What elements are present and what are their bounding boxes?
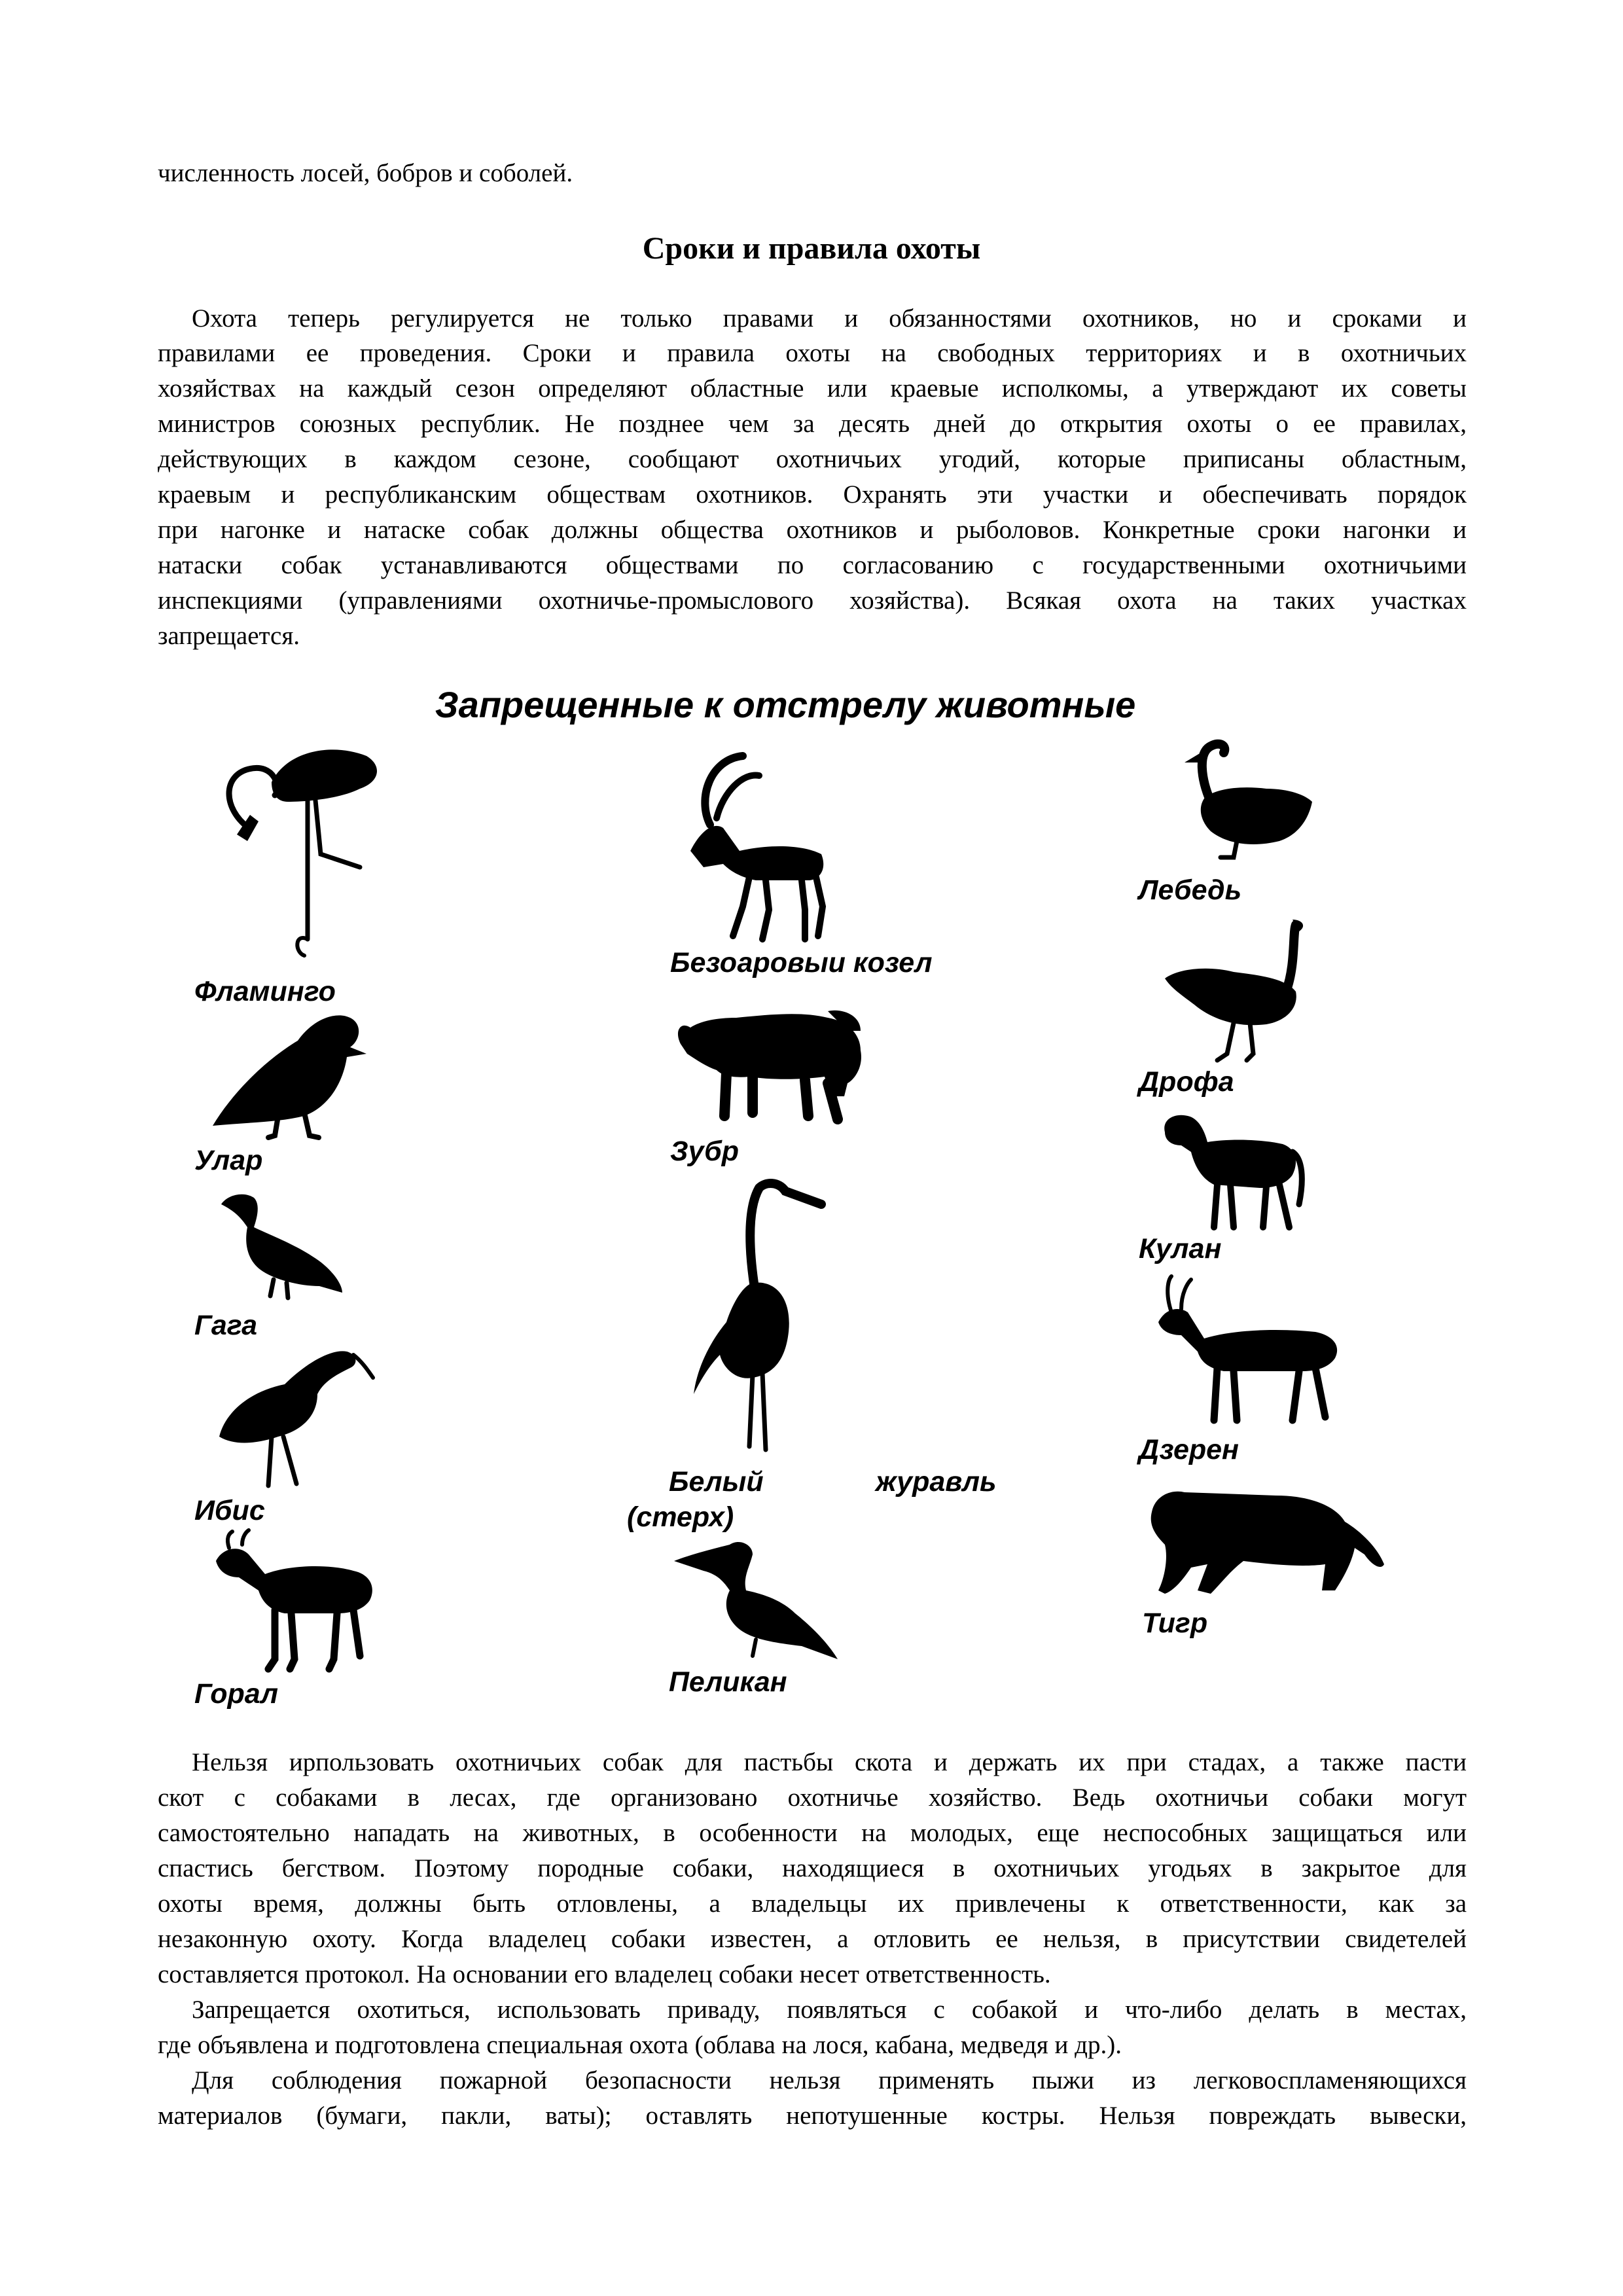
ibis-silhouette: [206, 1338, 376, 1489]
text-line: материалов (бумаги, пакли, ваты); оставлять непотушенные костры. Нельзя повреждать вывески,: [158, 2102, 1467, 2130]
text-line: хозяйствах на каждый сезон определяют областные или краевые исполкомы, а утверждают их советы: [158, 374, 1467, 403]
text-line: охоты время, должны быть отловлены, а владельцы их привлечены к ответственности, как за: [158, 1890, 1467, 1918]
caption-flamingo: Фламинго: [194, 976, 336, 1007]
text-line: Для соблюдения пожарной безопасности нельзя применять пыжи из легковоспламеняющихся: [192, 2066, 1467, 2094]
ular-silhouette: [206, 1001, 370, 1139]
caption-crane-word3: (стерх): [627, 1501, 734, 1533]
top-text-line: численность лосей, бобров и соболей.: [158, 159, 573, 187]
text-line: составляется протокол. На основании его владелец собаки несет ответственность.: [158, 1960, 1051, 1988]
bison-silhouette: [671, 998, 867, 1126]
white-crane-silhouette: [681, 1172, 838, 1453]
text-line: краевым и республиканским обществам охотников. Охранять эти участки и обеспечивать порядок: [158, 480, 1467, 509]
section-title: Сроки и правила охоты: [642, 231, 981, 266]
text-line: действующих в каждом сезоне, сообщают охотничьих угодий, которые приписаны областным,: [158, 445, 1467, 473]
swan-silhouette: [1175, 733, 1319, 864]
caption-crane-word1: Белый: [669, 1466, 764, 1498]
flamingo-silhouette: [209, 736, 393, 959]
caption-ular: Улар: [194, 1145, 263, 1176]
goral-silhouette: [213, 1528, 376, 1679]
dzeren-silhouette: [1152, 1273, 1348, 1424]
text-line: инспекциями (управлениями охотничье-промыслового хозяйства). Всякая охота на таких участках: [158, 586, 1467, 615]
text-line: Нельзя ирпользовать охотничьих собак для пастьбы скота и держать их при стадах, а также пасти: [192, 1748, 1467, 1776]
eider-silhouette: [215, 1188, 346, 1299]
text-line: министров союзных республик. Не позднее чем за десять дней до открытия охоты о ее правилах,: [158, 410, 1467, 438]
figure-title: Запрещенные к отстрелу животные: [435, 684, 1136, 725]
text-line: скот с собаками в лесах, где организовано охотничье хозяйство. Ведь охотничьи собаки могут: [158, 1784, 1467, 1812]
text-line: спастись бегством. Поэтому породные собаки, находящиеся в охотничьих угодьях в закрытое для: [158, 1854, 1467, 1882]
caption-tiger: Тигр: [1142, 1607, 1208, 1639]
tiger-silhouette: [1145, 1486, 1387, 1604]
caption-kulan: Кулан: [1139, 1233, 1222, 1265]
caption-bezoar-goat: Безоаровыи козел: [670, 947, 933, 978]
text-line: Запрещается охотиться, использовать приваду, появляться с собакой и что-либо делать в местах,: [192, 1996, 1467, 2024]
text-line: где объявлена и подготовлена специальная охота (облава на лося, кабана, медведя и др.).: [158, 2031, 1122, 2059]
caption-goral: Горал: [194, 1678, 278, 1710]
text-line: натаски собак устанавливаются обществами по согласованию с государственными охотничьими: [158, 551, 1467, 579]
text-line: самостоятельно нападать на животных, в особенности на молодых, еще неспособных защищаться или: [158, 1819, 1467, 1847]
caption-dzeren: Дзерен: [1139, 1434, 1240, 1465]
bezoar-goat-silhouette: [677, 746, 834, 942]
kulan-silhouette: [1155, 1106, 1306, 1230]
text-line: при нагонке и натаске собак должны общества охотников и рыболовов. Конкретные сроки нагонки и: [158, 516, 1467, 544]
caption-swan: Лебедь: [1139, 874, 1242, 906]
caption-pelican: Пеликан: [669, 1666, 787, 1698]
caption-bison: Зубр: [670, 1136, 739, 1167]
text-line: правилами ее проведения. Сроки и правила охоты на свободных территориях и в охотничьих: [158, 339, 1467, 367]
caption-bustard: Дрофа: [1139, 1066, 1234, 1098]
text-line: запрещается.: [158, 622, 300, 650]
text-line: незаконную охоту. Когда владелец собаки известен, а отловить ее нельзя, в присутствии свидетелей: [158, 1925, 1467, 1953]
caption-eider: Гага: [194, 1310, 258, 1341]
caption-ibis: Ибис: [194, 1495, 265, 1526]
caption-crane-word2: журавль: [876, 1466, 997, 1498]
pelican-silhouette: [671, 1528, 841, 1659]
bustard-silhouette: [1155, 913, 1319, 1064]
text-line: Охота теперь регулируется не только правами и обязанностями охотников, но и сроками и: [192, 304, 1467, 332]
